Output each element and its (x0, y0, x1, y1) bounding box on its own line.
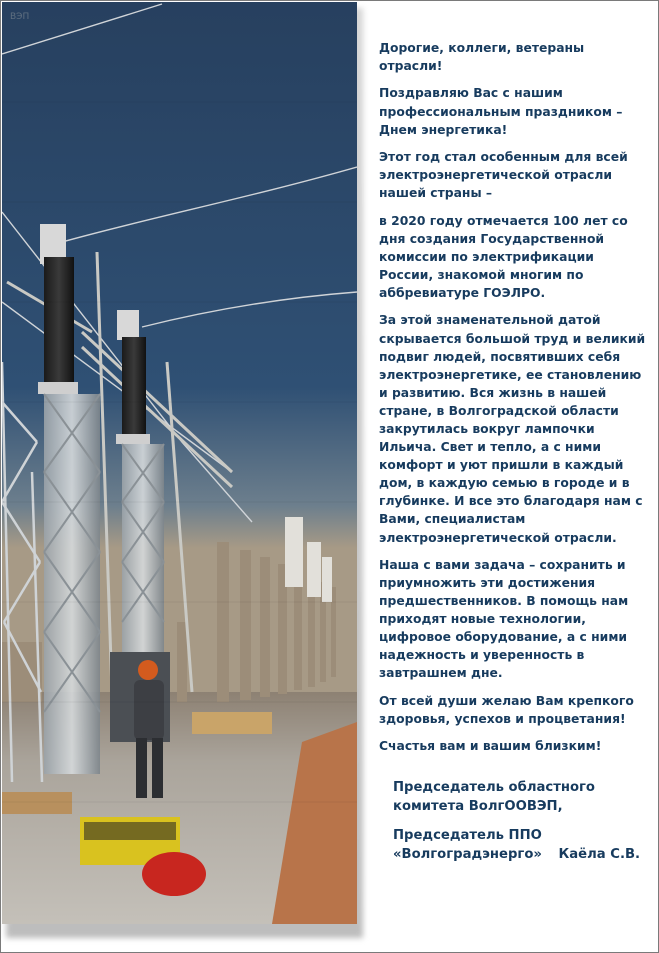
letter-paragraph-6: От всей души желаю Вам крепкого здоровья, успехов и процветания! (379, 693, 634, 726)
wooden-pallet (192, 712, 272, 734)
letter-paragraph-2: Этот год стал особенным для всей электроэнергетической отрасли нашей страны – (379, 150, 628, 201)
greeting-letter (379, 39, 651, 765)
photo-corner-mark: ВЭП (10, 12, 30, 22)
signature-line-1: Председатель областного комитета ВолгООВЭП, (393, 780, 595, 814)
signature-line-2 (393, 827, 655, 864)
letter-paragraph-3: в 2020 году отмечается 100 лет со дня создания Государственной комиссии по электрификации России, знакомой многим по аббревиатуре ГОЭЛРО. (379, 213, 628, 301)
letter-paragraph-7: Счастья вам и вашим близким! (379, 739, 602, 754)
letter-paragraph-4: За этой знаменательной датой скрывается большой труд и великий подвиг людей, посвятивших себя электроэнергетике, ее становлению и развитию. Вся жизнь в нашей стране, в Волгоградской области закрутилась вокруг лампочки Ильича. Свет и тепло, а с ними комфорт и уют пришли в каждый дом, в каждую семью в городе и в глубинке. И все это благодаря нам с Вами, специалистам электроэнергетической отрасли. (379, 313, 646, 545)
signature-block (393, 779, 655, 875)
letter-greeting: Дорогие, коллеги, ветераны отрасли! (379, 41, 585, 74)
signature-title: Председатель ППО «Волгоградэнерго» (393, 828, 542, 862)
red-cable-reel (142, 852, 206, 896)
letter-paragraph-5: Наша с вами задача – сохранить и приумножить эти достижения предшественников. В помощь нам приходят новые технологии, цифровое оборудование, а с ними надежность и уверенность в завтрашнем дне. (379, 557, 629, 681)
letter-paragraph-1: Поздравляю Вас с нашим профессиональным праздником – Днем энергетика! (379, 86, 623, 137)
substation-photo (2, 2, 357, 924)
signatory-name: Каёла С.В. (558, 846, 641, 862)
